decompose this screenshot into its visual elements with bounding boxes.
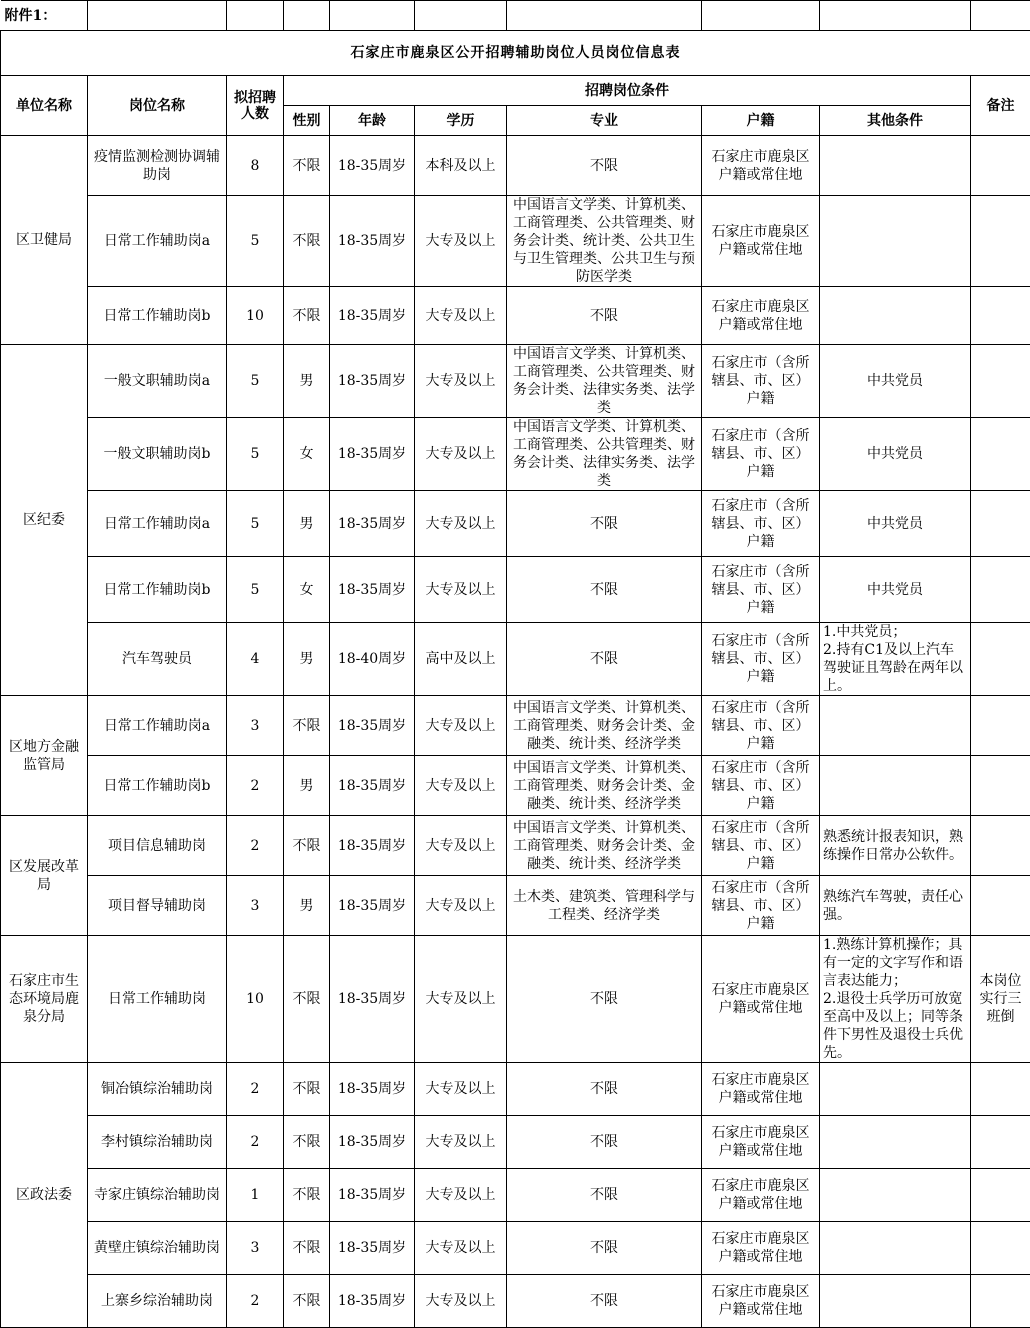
position-name: 日常工作辅助岗a bbox=[88, 196, 227, 287]
table-row bbox=[1, 1222, 1030, 1275]
recruit-count: 2 bbox=[227, 756, 284, 816]
education-cell: 高中及以上 bbox=[415, 623, 507, 696]
remark-cell bbox=[971, 136, 1030, 196]
header-position: 岗位名称 bbox=[88, 76, 227, 136]
position-name: 日常工作辅助岗a bbox=[88, 696, 227, 756]
gender-cell: 女 bbox=[284, 557, 330, 623]
remark-cell bbox=[971, 196, 1030, 287]
position-name: 寺家庄镇综治辅助岗 bbox=[88, 1169, 227, 1222]
gender-cell: 不限 bbox=[284, 1063, 330, 1116]
table-row bbox=[1, 816, 1030, 876]
recruit-count: 5 bbox=[227, 491, 284, 557]
hukou-cell: 石家庄市鹿泉区户籍或常住地 bbox=[702, 1169, 820, 1222]
gender-cell: 男 bbox=[284, 345, 330, 418]
education-cell: 大专及以上 bbox=[415, 1063, 507, 1116]
position-name: 上寨乡综治辅助岗 bbox=[88, 1275, 227, 1328]
age-cell: 18-35周岁 bbox=[330, 696, 415, 756]
other-cell: 中共党员 bbox=[820, 557, 971, 623]
education-cell: 大专及以上 bbox=[415, 876, 507, 936]
position-name: 一般文职辅助岗a bbox=[88, 345, 227, 418]
age-cell: 18-35周岁 bbox=[330, 1275, 415, 1328]
gender-cell: 不限 bbox=[284, 1169, 330, 1222]
major-cell: 中国语言文学类、计算机类、工商管理类、公共管理类、财务会计类、统计类、公共卫生与卫生管理类、公共卫生与预防医学类 bbox=[507, 196, 702, 287]
table-row bbox=[1, 696, 1030, 756]
header-gender: 性别 bbox=[284, 106, 330, 136]
position-name: 日常工作辅助岗 bbox=[88, 936, 227, 1063]
gender-cell: 男 bbox=[284, 876, 330, 936]
header-conditions: 招聘岗位条件 bbox=[284, 76, 971, 106]
recruit-count: 5 bbox=[227, 418, 284, 491]
age-cell: 18-35周岁 bbox=[330, 1063, 415, 1116]
education-cell: 大专及以上 bbox=[415, 1116, 507, 1169]
position-name: 汽车驾驶员 bbox=[88, 623, 227, 696]
unit-name: 区卫健局 bbox=[1, 136, 88, 345]
gender-cell: 不限 bbox=[284, 816, 330, 876]
gender-cell: 不限 bbox=[284, 196, 330, 287]
unit-name: 区政法委 bbox=[1, 1063, 88, 1328]
gender-cell: 男 bbox=[284, 623, 330, 696]
major-cell: 不限 bbox=[507, 287, 702, 345]
recruit-count: 1 bbox=[227, 1169, 284, 1222]
table-row bbox=[1, 136, 1030, 196]
header-other: 其他条件 bbox=[820, 106, 971, 136]
age-cell: 18-35周岁 bbox=[330, 345, 415, 418]
education-cell: 大专及以上 bbox=[415, 1275, 507, 1328]
recruit-count: 5 bbox=[227, 196, 284, 287]
recruit-count: 2 bbox=[227, 1116, 284, 1169]
position-name: 日常工作辅助岗a bbox=[88, 491, 227, 557]
position-name: 李村镇综治辅助岗 bbox=[88, 1116, 227, 1169]
education-cell: 大专及以上 bbox=[415, 936, 507, 1063]
major-cell: 不限 bbox=[507, 1169, 702, 1222]
remark-cell bbox=[971, 1169, 1030, 1222]
recruit-count: 4 bbox=[227, 623, 284, 696]
age-cell: 18-35周岁 bbox=[330, 876, 415, 936]
table-row bbox=[1, 287, 1030, 345]
education-cell: 大专及以上 bbox=[415, 196, 507, 287]
education-cell: 大专及以上 bbox=[415, 756, 507, 816]
major-cell: 中国语言文学类、计算机类、工商管理类、公共管理类、财务会计类、法律实务类、法学类 bbox=[507, 418, 702, 491]
gender-cell: 不限 bbox=[284, 936, 330, 1063]
gender-cell: 不限 bbox=[284, 696, 330, 756]
age-cell: 18-35周岁 bbox=[330, 1222, 415, 1275]
other-cell bbox=[820, 1063, 971, 1116]
hukou-cell: 石家庄市鹿泉区户籍或常住地 bbox=[702, 1275, 820, 1328]
remark-cell bbox=[971, 623, 1030, 696]
hukou-cell: 石家庄市鹿泉区户籍或常住地 bbox=[702, 936, 820, 1063]
annex-label: 附件1： bbox=[1, 1, 88, 31]
other-cell bbox=[820, 1222, 971, 1275]
recruit-count: 3 bbox=[227, 876, 284, 936]
education-cell: 大专及以上 bbox=[415, 1222, 507, 1275]
table-row bbox=[1, 1275, 1030, 1328]
hukou-cell: 石家庄市（含所辖县、市、区）户籍 bbox=[702, 345, 820, 418]
position-name: 一般文职辅助岗b bbox=[88, 418, 227, 491]
gender-cell: 不限 bbox=[284, 1116, 330, 1169]
education-cell: 大专及以上 bbox=[415, 557, 507, 623]
education-cell: 大专及以上 bbox=[415, 345, 507, 418]
major-cell: 不限 bbox=[507, 1222, 702, 1275]
major-cell: 不限 bbox=[507, 936, 702, 1063]
table-row bbox=[1, 418, 1030, 491]
remark-cell bbox=[971, 696, 1030, 756]
other-cell: 中共党员 bbox=[820, 491, 971, 557]
hukou-cell: 石家庄市（含所辖县、市、区）户籍 bbox=[702, 756, 820, 816]
major-cell: 不限 bbox=[507, 1116, 702, 1169]
remark-cell bbox=[971, 756, 1030, 816]
other-cell bbox=[820, 136, 971, 196]
hukou-cell: 石家庄市（含所辖县、市、区）户籍 bbox=[702, 623, 820, 696]
hukou-cell: 石家庄市鹿泉区户籍或常住地 bbox=[702, 196, 820, 287]
major-cell: 不限 bbox=[507, 557, 702, 623]
table-row bbox=[1, 1169, 1030, 1222]
education-cell: 大专及以上 bbox=[415, 816, 507, 876]
gender-cell: 不限 bbox=[284, 1222, 330, 1275]
recruit-count: 2 bbox=[227, 1063, 284, 1116]
header-education: 学历 bbox=[415, 106, 507, 136]
hukou-cell: 石家庄市鹿泉区户籍或常住地 bbox=[702, 1116, 820, 1169]
title-row bbox=[1, 31, 1030, 76]
hukou-cell: 石家庄市（含所辖县、市、区）户籍 bbox=[702, 876, 820, 936]
other-cell: 中共党员 bbox=[820, 418, 971, 491]
age-cell: 18-40周岁 bbox=[330, 623, 415, 696]
table-row bbox=[1, 345, 1030, 418]
remark-cell bbox=[971, 345, 1030, 418]
other-cell: 1.中共党员； 2.持有C1及以上汽车驾驶证且驾龄在两年以上。 bbox=[820, 623, 971, 696]
age-cell: 18-35周岁 bbox=[330, 196, 415, 287]
unit-name: 区地方金融监管局 bbox=[1, 696, 88, 816]
annex-row bbox=[1, 1, 1030, 31]
remark-cell bbox=[971, 1063, 1030, 1116]
recruit-count: 10 bbox=[227, 936, 284, 1063]
header-row-1 bbox=[1, 76, 1030, 106]
major-cell: 土木类、建筑类、管理科学与工程类、经济学类 bbox=[507, 876, 702, 936]
age-cell: 18-35周岁 bbox=[330, 287, 415, 345]
table-row bbox=[1, 876, 1030, 936]
recruit-count: 3 bbox=[227, 1222, 284, 1275]
gender-cell: 不限 bbox=[284, 287, 330, 345]
remark-cell bbox=[971, 418, 1030, 491]
remark-cell bbox=[971, 287, 1030, 345]
hukou-cell: 石家庄市鹿泉区户籍或常住地 bbox=[702, 1222, 820, 1275]
other-cell bbox=[820, 196, 971, 287]
header-age: 年龄 bbox=[330, 106, 415, 136]
age-cell: 18-35周岁 bbox=[330, 756, 415, 816]
major-cell: 不限 bbox=[507, 623, 702, 696]
major-cell: 不限 bbox=[507, 491, 702, 557]
remark-cell bbox=[971, 491, 1030, 557]
education-cell: 大专及以上 bbox=[415, 418, 507, 491]
age-cell: 18-35周岁 bbox=[330, 491, 415, 557]
table-row bbox=[1, 936, 1030, 1063]
header-hukou: 户籍 bbox=[702, 106, 820, 136]
table-row bbox=[1, 1063, 1030, 1116]
major-cell: 不限 bbox=[507, 1275, 702, 1328]
other-cell bbox=[820, 756, 971, 816]
unit-name: 区纪委 bbox=[1, 345, 88, 696]
hukou-cell: 石家庄市（含所辖县、市、区）户籍 bbox=[702, 696, 820, 756]
gender-cell: 不限 bbox=[284, 1275, 330, 1328]
other-cell bbox=[820, 696, 971, 756]
position-name: 项目督导辅助岗 bbox=[88, 876, 227, 936]
position-name: 黄壁庄镇综治辅助岗 bbox=[88, 1222, 227, 1275]
major-cell: 中国语言文学类、计算机类、工商管理类、财务会计类、金融类、统计类、经济学类 bbox=[507, 816, 702, 876]
age-cell: 18-35周岁 bbox=[330, 1169, 415, 1222]
unit-name: 区发展改革局 bbox=[1, 816, 88, 936]
table-row bbox=[1, 756, 1030, 816]
table-row bbox=[1, 196, 1030, 287]
major-cell: 不限 bbox=[507, 1063, 702, 1116]
education-cell: 大专及以上 bbox=[415, 287, 507, 345]
major-cell: 不限 bbox=[507, 136, 702, 196]
table-row bbox=[1, 1116, 1030, 1169]
position-name: 日常工作辅助岗b bbox=[88, 557, 227, 623]
recruit-count: 2 bbox=[227, 1275, 284, 1328]
age-cell: 18-35周岁 bbox=[330, 816, 415, 876]
position-name: 日常工作辅助岗b bbox=[88, 756, 227, 816]
header-count: 拟招聘人数 bbox=[227, 76, 284, 136]
age-cell: 18-35周岁 bbox=[330, 936, 415, 1063]
remark-cell bbox=[971, 816, 1030, 876]
major-cell: 中国语言文学类、计算机类、工商管理类、财务会计类、金融类、统计类、经济学类 bbox=[507, 696, 702, 756]
position-name: 铜冶镇综治辅助岗 bbox=[88, 1063, 227, 1116]
hukou-cell: 石家庄市（含所辖县、市、区）户籍 bbox=[702, 816, 820, 876]
recruit-count: 8 bbox=[227, 136, 284, 196]
hukou-cell: 石家庄市鹿泉区户籍或常住地 bbox=[702, 136, 820, 196]
gender-cell: 不限 bbox=[284, 136, 330, 196]
page-title: 石家庄市鹿泉区公开招聘辅助岗位人员岗位信息表 bbox=[1, 31, 1030, 76]
table-row bbox=[1, 557, 1030, 623]
education-cell: 本科及以上 bbox=[415, 136, 507, 196]
major-cell: 中国语言文学类、计算机类、工商管理类、财务会计类、金融类、统计类、经济学类 bbox=[507, 756, 702, 816]
remark-cell bbox=[971, 1222, 1030, 1275]
hukou-cell: 石家庄市（含所辖县、市、区）户籍 bbox=[702, 418, 820, 491]
age-cell: 18-35周岁 bbox=[330, 136, 415, 196]
table-row bbox=[1, 623, 1030, 696]
hukou-cell: 石家庄市鹿泉区户籍或常住地 bbox=[702, 1063, 820, 1116]
remark-cell bbox=[971, 876, 1030, 936]
position-name: 日常工作辅助岗b bbox=[88, 287, 227, 345]
recruit-count: 5 bbox=[227, 345, 284, 418]
header-major: 专业 bbox=[507, 106, 702, 136]
education-cell: 大专及以上 bbox=[415, 696, 507, 756]
recruit-count: 2 bbox=[227, 816, 284, 876]
age-cell: 18-35周岁 bbox=[330, 418, 415, 491]
gender-cell: 女 bbox=[284, 418, 330, 491]
other-cell bbox=[820, 1275, 971, 1328]
header-remark: 备注 bbox=[971, 76, 1030, 136]
age-cell: 18-35周岁 bbox=[330, 1116, 415, 1169]
age-cell: 18-35周岁 bbox=[330, 557, 415, 623]
other-cell: 熟练汽车驾驶，责任心强。 bbox=[820, 876, 971, 936]
recruit-count: 10 bbox=[227, 287, 284, 345]
hukou-cell: 石家庄市（含所辖县、市、区）户籍 bbox=[702, 491, 820, 557]
gender-cell: 男 bbox=[284, 756, 330, 816]
recruit-count: 3 bbox=[227, 696, 284, 756]
education-cell: 大专及以上 bbox=[415, 1169, 507, 1222]
recruit-count: 5 bbox=[227, 557, 284, 623]
position-name: 项目信息辅助岗 bbox=[88, 816, 227, 876]
other-cell: 中共党员 bbox=[820, 345, 971, 418]
header-unit: 单位名称 bbox=[1, 76, 88, 136]
other-cell bbox=[820, 1169, 971, 1222]
other-cell bbox=[820, 287, 971, 345]
education-cell: 大专及以上 bbox=[415, 491, 507, 557]
major-cell: 中国语言文学类、计算机类、工商管理类、公共管理类、财务会计类、法律实务类、法学类 bbox=[507, 345, 702, 418]
position-name: 疫情监测检测协调辅助岗 bbox=[88, 136, 227, 196]
table-row bbox=[1, 491, 1030, 557]
other-cell bbox=[820, 1116, 971, 1169]
remark-cell: 本岗位实行三班倒 bbox=[971, 936, 1030, 1063]
remark-cell bbox=[971, 1116, 1030, 1169]
remark-cell bbox=[971, 1275, 1030, 1328]
gender-cell: 男 bbox=[284, 491, 330, 557]
hukou-cell: 石家庄市（含所辖县、市、区）户籍 bbox=[702, 557, 820, 623]
hukou-cell: 石家庄市鹿泉区户籍或常住地 bbox=[702, 287, 820, 345]
other-cell: 熟悉统计报表知识，熟练操作日常办公软件。 bbox=[820, 816, 971, 876]
unit-name: 石家庄市生态环境局鹿泉分局 bbox=[1, 936, 88, 1063]
other-cell: 1.熟练计算机操作；具有一定的文字写作和语言表达能力； 2.退役士兵学历可放宽至高中及以上；同等条件下男性及退役士兵优先。 bbox=[820, 936, 971, 1063]
remark-cell bbox=[971, 557, 1030, 623]
